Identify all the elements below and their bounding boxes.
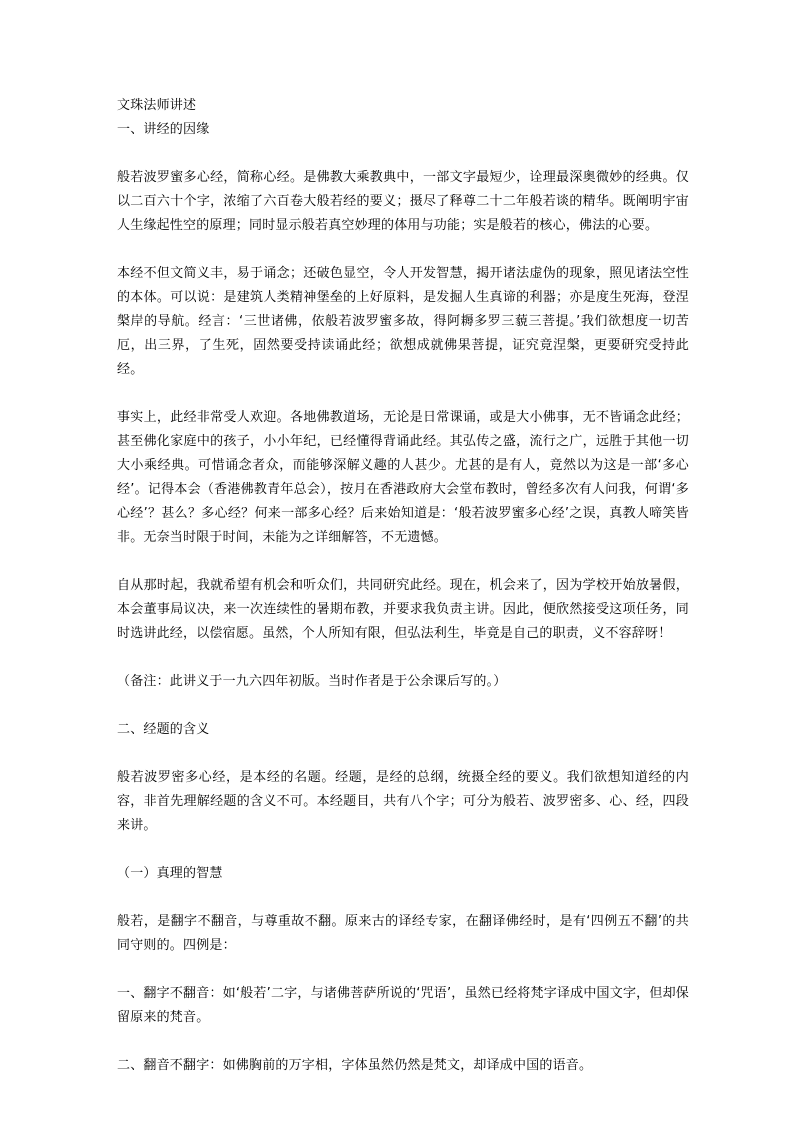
spacer [117, 142, 689, 166]
section-title-2: 二、经题的含义 [117, 722, 210, 737]
subsection-title: （一）真理的智慧 [117, 866, 223, 881]
paragraph-prajna: 般若，是翻字不翻音，与尊重故不翻。原来古的译经专家，在翻译佛经时，是有‘四例五不翻’的共同守则的。四例是： [117, 914, 689, 953]
document-page [117, 94, 689, 1102]
paragraph-benefits: 本经不但文简义丰，易于诵念；还破色显空，令人开发智慧，揭开诸法虚伪的现象，照见诸法空性的本体。可以说：是建筑人类精神堡垒的上好原料，是发掘人生真谛的利器；亦是度生死海，登涅槃岸的导航。经言：‘三世诸佛，依般若波罗蜜多故，得阿耨多罗三藐三菩提。’我们欲想度一切苦厄，出三界，了生死，固然要受持读诵此经；欲想成就佛果菩提，证究竟涅槃，更要研究受持此经。 [117, 266, 689, 377]
paragraph-rule-1: 一、翻字不翻音：如‘般若’二字，与诸佛菩萨所说的‘咒语’，虽然已经将梵字译成中国文字，但却保留原来的梵音。 [117, 986, 689, 1025]
paragraph-note: （备注：此讲义于一九六四年初版。当时作者是于公余课后写的。） [117, 674, 507, 689]
section-title-1: 一、讲经的因缘 [117, 122, 210, 137]
paragraph-popularity: 事实上，此经非常受人欢迎。各地佛教道场，无论是日常课诵，或是大小佛事，无不皆诵念此经；甚至佛化家庭中的孩子，小小年纪，已经懂得背诵此经。其弘传之盛，流行之广，远胜于其他一切大小乘经典。可惜诵念者众，而能够深解义趣的人甚少。尤甚的是有人，竟然以为这是一部‘多心经’。记得本会（香港佛教青年总会），按月在香港政府大会堂布教时，曾经多次有人问我，何谓‘多心经’？甚么？多心经？何来一部多心经？后来始知道是：‘般若波罗蜜多心经’之误，真教人啼笑皆非。无奈当时限于时间，未能为之详细解答，不无遗憾。 [117, 410, 689, 545]
paragraph-intro: 般若波罗蜜多心经，简称心经。是佛教大乘教典中，一部文字最短少，诠理最深奥微妙的经典。仅以二百六十个字，浓缩了六百卷大般若经的要义；摄尽了释尊二十二年般若谈的精华。既阐明宇宙人生缘起性空的原理；同时显示般若真空妙理的体用与功能；实是般若的核心，佛法的心要。 [117, 170, 689, 233]
paragraph-motivation: 自从那时起，我就希望有机会和听众们，共同研究此经。现在，机会来了，因为学校开始放暑假，本会董事局议决，来一次连续性的暑期布教，并要求我负责主讲。因此，便欣然接受这项任务，同时选讲此经，以偿宿愿。虽然，个人所知有限，但弘法利生，毕竟是自己的职责，义不容辞呀！ [117, 578, 689, 641]
paragraph-title-meaning: 般若波罗密多心经，是本经的名题。经题，是经的总纲，统摄全经的要义。我们欲想知道经的内容，非首先理解经题的含义不可。本经题目，共有八个字；可分为般若、波罗密多、心、经，四段来讲。 [117, 770, 689, 833]
author-line: 文珠法师讲述 [117, 98, 197, 113]
paragraph-rule-2: 二、翻音不翻字：如佛胸前的万字相，字体虽然仍然是梵文，却译成中国的语音。 [117, 1058, 593, 1073]
